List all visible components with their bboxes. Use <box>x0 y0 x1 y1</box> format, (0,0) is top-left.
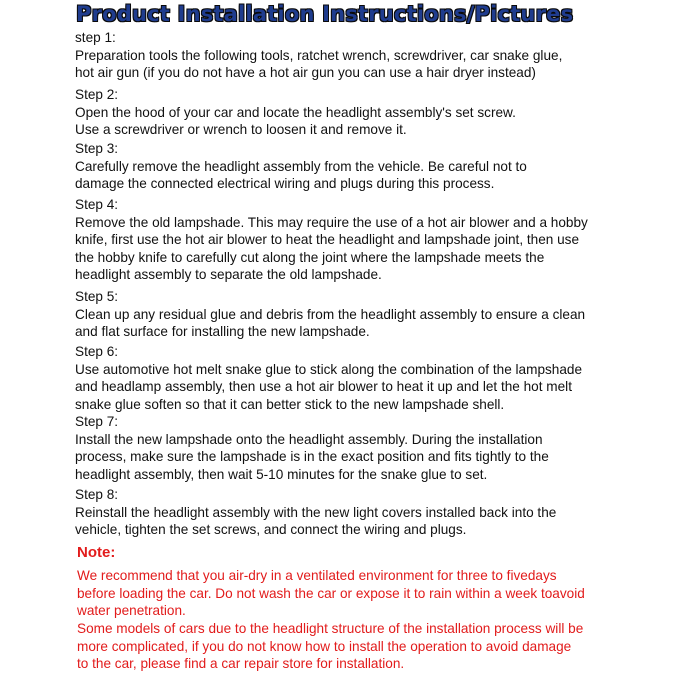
step-label: Step 2: <box>75 87 119 102</box>
step-label: Step 5: <box>75 289 119 304</box>
step-text-line: process, make sure the lampshade is in the exact position and fits tightly to the <box>75 449 549 465</box>
step-text-line: Preparation tools the following tools, ratchet wrench, screwdriver, car snake glue, <box>75 47 563 63</box>
step-text-line: snake glue soften so that it can better stick to the new lampshade shell. <box>75 396 505 412</box>
step-text-line: Install the new lampshade onto the headlight assembly. During the installation <box>75 431 543 447</box>
step-text-line: Use a screwdriver or wrench to loosen it and remove it. <box>75 122 407 138</box>
step-text-line: vehicle, tighten the set screws, and connect the wiring and plugs. <box>75 522 467 538</box>
step-4 <box>75 196 675 284</box>
note-text-line: before loading the car. Do not wash the car or expose it to rain within a week toavoid <box>77 585 585 601</box>
step-text-line: Clean up any residual glue and debris from the headlight assembly to ensure a clean <box>75 306 586 322</box>
step-text-line: the hobby knife to carefully cut along the joint where the lampshade meets the <box>75 249 545 265</box>
step-label: step 1: <box>75 30 116 45</box>
step-label: Step 8: <box>75 487 119 502</box>
note-paragraph-1 <box>77 567 677 620</box>
step-text-line: knife, first use the hot air blower to heat the headlight and lampshade joint, then use <box>75 232 580 248</box>
note-paragraph-2 <box>77 620 677 673</box>
step-label: Step 4: <box>75 197 119 212</box>
step-text-line: headlight assembly to separate the old lampshade. <box>75 267 382 283</box>
step-text-line: Use automotive hot melt snake glue to stick along the combination of the lampshade <box>75 361 583 377</box>
step-text-line: Reinstall the headlight assembly with the new light covers installed back into the <box>75 504 557 520</box>
step-text-line: and headlamp assembly, then use a hot air blower to heat it up and let the hot melt <box>75 379 572 395</box>
step-text-line: Carefully remove the headlight assembly from the vehicle. Be careful not to <box>75 158 527 174</box>
note-text-line: to the car, please find a car repair store for installation. <box>77 656 405 672</box>
note-text-line: more complicated, if you do not know how to install the operation to avoid damage <box>77 638 572 654</box>
note-text-line: We recommend that you air-dry in a ventilated environment for three to fivedays <box>77 568 557 583</box>
step-label: Step 7: <box>75 414 119 429</box>
step-5 <box>75 288 675 341</box>
step-label: Step 3: <box>75 141 119 156</box>
note-heading: Note: <box>77 544 116 561</box>
step-text-line: headlight assembly, then wait 5-10 minutes for the snake glue to set. <box>75 466 488 482</box>
note-text-line: water penetration. <box>77 603 186 619</box>
step-label: Step 6: <box>75 344 119 359</box>
step-text-line: Remove the old lampshade. This may require the use of a hot air blower and a hobby <box>75 214 588 230</box>
step-8 <box>75 486 675 539</box>
step-6 <box>75 343 675 413</box>
step-2 <box>75 86 675 139</box>
step-text-line: damage the connected electrical wiring and plugs during this process. <box>75 176 495 192</box>
step-text-line: and flat surface for installing the new lampshade. <box>75 324 370 340</box>
note-text-line: Some models of cars due to the headlight structure of the installation process will be <box>77 621 584 636</box>
step-text-line: hot air gun (if you do not have a hot air gun you can use a hair dryer instead) <box>75 65 536 81</box>
step-3 <box>75 140 675 193</box>
step-1 <box>75 29 675 82</box>
page-title: Product Installation Instructions/Pictures <box>76 2 574 26</box>
step-text-line: Open the hood of your car and locate the headlight assembly's set screw. <box>75 104 516 120</box>
step-7 <box>75 413 675 483</box>
